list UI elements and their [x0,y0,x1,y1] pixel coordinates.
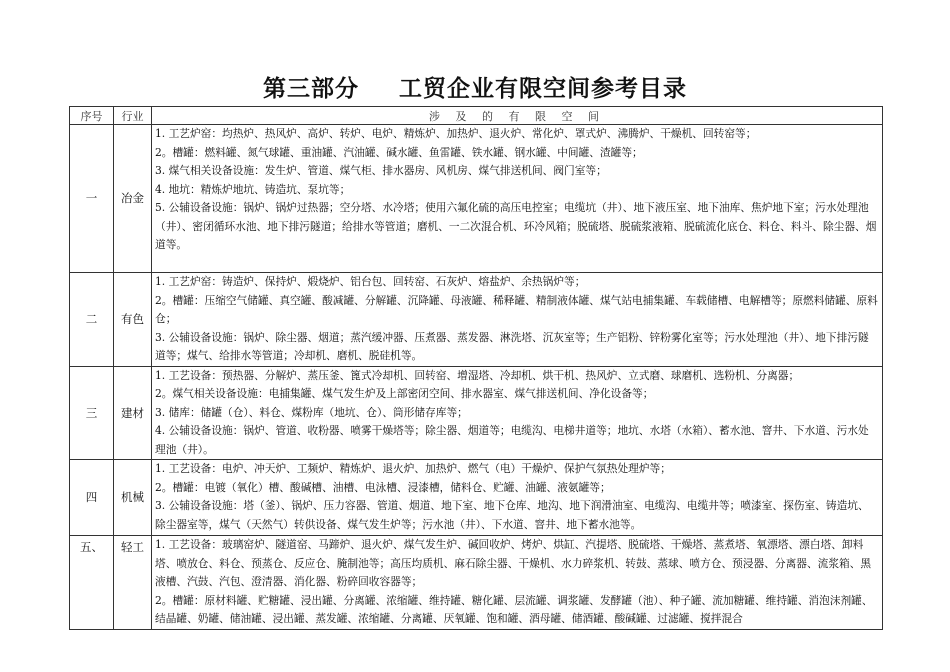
table-row [70,536,883,630]
row-industry: 有色 [114,273,152,367]
space-line: 2。槽罐：压缩空气储罐、真空罐、酸减罐、分解罐、沉降罐、母液罐、稀释罐、精制液体罐、煤气站电捕集罐、车载储槽、电解槽等；原燃料储罐、原料仓； [155,293,878,325]
row-industry: 机械 [114,460,152,536]
row-spaces [152,536,883,630]
space-line: 1. 工艺炉窑：铸造炉、保持炉、煅烧炉、铝台包、回转窑、石灰炉、熔盐炉、余热锅炉等； [155,275,586,288]
space-line: 4. 地坑：精炼炉地坑、铸造坑、泵坑等； [155,182,351,196]
space-line: 1. 工艺设备：预热器、分解炉、蒸压釜、篦式冷却机、回转窑、增湿塔、冷却机、烘干机、热风炉、立式磨、球磨机、选粉机、分离器； [155,368,800,382]
space-line: 3. 储库：储罐（仓）、料仓、煤粉库（地坑、仓）、筒形储存库等； [155,405,468,419]
row-number: 一 [70,125,114,273]
row-number: 五、 [70,536,114,630]
table-row [70,125,883,273]
row-number: 三 [70,366,114,460]
space-line: 5. 公辅设备设施：锅炉、锅炉过热器；空分塔、水冷塔；使用六氟化硫的高压电控室；电缆坑（井）、地下液压室、地下油库、焦炉地下室；污水处理池（井）、密闭循环水池、地下排污隧道；给排水等管道；磨机、一二次混合机、环冷风箱；脱硫塔、脱硫浆液箱、脱硫流化底仓、料仓、料斗、除尘器、烟道等。 [155,201,877,251]
space-line: 1. 工艺设备：电炉、冲天炉、工频炉、精炼炉、退火炉、加热炉、燃气（电）干燥炉、保护气氛热处理炉等； [155,462,671,475]
row-industry: 轻工 [114,536,152,630]
table-row [70,460,883,536]
space-line: 2。槽罐：原材料罐、贮糖罐、浸出罐、分离罐、浓缩罐、维持罐、糖化罐、层流罐、调浆罐、发酵罐（池）、种子罐、流加糖罐、维持罐、消泡沫剂罐、结晶罐、奶罐、储油罐、浸出罐、蒸发罐、浓缩罐、分离罐、厌氧罐、饱和罐、酒母罐、储酒罐、酸碱罐、过滤罐、搅拌混合 [155,593,873,625]
row-spaces [152,366,883,460]
space-line: 1. 工艺设备：玻璃窑炉、隧道窑、马蹄炉、退火炉、煤气发生炉、碱回收炉、烤炉、烘缸、汽提塔、脱硫塔、干燥塔、蒸煮塔、氧漂塔、漂白塔、卸料塔、喷放仓、料仓、预蒸仓、反应仓、腌制池等；高压均质机、麻石除尘器、干燥机、水力碎浆机、转鼓、蒸球、喷方仓、预浸器、分离器、流浆箱、黑液槽、汽鼓、汽包、澄清器、消化器、粉碎回收容器等； [155,538,872,588]
row-number: 二 [70,273,114,367]
row-spaces [152,125,883,273]
header-spaces: 涉 及 的 有 限 空 间 [152,107,883,125]
header-industry: 行业 [114,107,152,125]
space-line: 2。槽罐：燃料罐、氮气球罐、重油罐、汽油罐、碱水罐、鱼雷罐、铁水罐、钢水罐、中间罐、渣罐等； [155,145,643,159]
row-industry: 建材 [114,366,152,460]
row-industry: 冶金 [114,125,152,273]
header-no: 序号 [70,107,114,125]
title-part: 第三部分 [263,76,359,102]
space-line: 3. 煤气相关设备设施：发生炉、管道、煤气柜、排水器房、风机房、煤气排送机间、阀门室等； [155,164,607,177]
limited-space-table [69,106,883,630]
row-spaces [152,460,883,536]
space-line: 3. 公辅设备设施：塔（釜）、锅炉、压力容器、管道、烟道、地下室、地下仓库、地沟、地下润滑油室、电缆沟、电缆井等；喷漆室、探伤室、铸造坑、除尘器室等，煤气（天然气）转供设备、煤气发生炉等；污水池（井）、下水道、窨井、地下蓄水池等。 [155,499,869,531]
space-line: 3. 公辅设备设施：锅炉、除尘器、烟道；蒸汽缓冲器、压煮器、蒸发器、淋洗塔、沉灰室等；生产铝粉、锌粉雾化室等；污水处理池（井）、地下排污隧道等；煤气、给排水等管道；冷却机、磨机、脱硅机等。 [155,330,869,362]
space-line: 1. 工艺炉窑：均热炉、热风炉、高炉、转炉、电炉、精炼炉、加热炉、退火炉、常化炉、罩式炉、沸腾炉、干燥机、回转窑等； [155,127,757,140]
page-title [0,70,950,103]
space-line: 2。槽罐：电镀（氧化）槽、酸碱槽、油槽、电泳槽、浸漆槽，储料仓、贮罐、油罐、液氨罐等； [155,480,611,494]
table-row [70,366,883,460]
title-name: 工贸企业有限空间参考目录 [399,76,687,102]
table-header-row [70,107,883,125]
row-spaces [152,273,883,367]
space-line: 2。煤气相关设备设施：电捕集罐、煤气发生炉及上部密闭空间、排水器室、煤气排送机间、净化设备等； [155,387,654,400]
row-number: 四 [70,460,114,536]
space-line: 4. 公辅设备设施：锅炉、管道、收粉器、喷雾干燥塔等；除尘器、烟道等；电缆沟、电梯井道等；地坑、水塔（水箱）、蓄水池、窨井、下水道、污水处理池（井）。 [155,424,869,456]
table-row [70,273,883,367]
